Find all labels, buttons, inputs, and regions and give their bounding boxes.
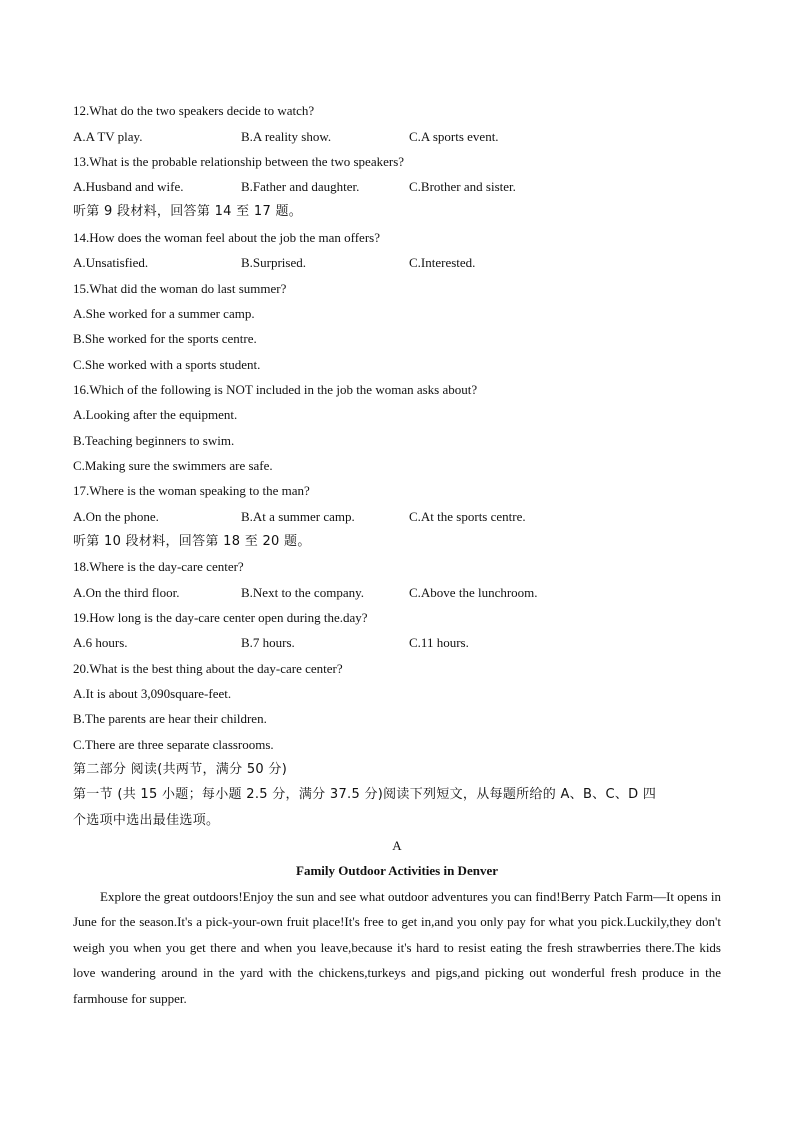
question-16-option-c: C.Making sure the swimmers are safe. <box>73 458 273 473</box>
question-18-option-a: A.On the third floor. <box>73 585 180 600</box>
question-15-option-c: C.She worked with a sports student. <box>73 357 261 372</box>
question-14-option-c: C.Interested. <box>409 255 476 270</box>
section1-instruction-line2: 个选项中选出最佳选项。 <box>73 813 220 828</box>
question-17-stem: 17.Where is the woman speaking to the man? <box>73 483 310 498</box>
question-19-option-a: A.6 hours. <box>73 635 128 650</box>
question-12-stem: 12.What do the two speakers decide to watch? <box>73 103 315 118</box>
question-12-option-b: B.A reality show. <box>241 129 332 144</box>
listening-instruction-9: 听第 9 段材料，回答第 14 至 17 题。 <box>73 204 303 219</box>
question-18-option-b: B.Next to the company. <box>241 585 364 600</box>
question-13-option-b: B.Father and daughter. <box>241 179 360 194</box>
question-20-option-b: B.The parents are hear their children. <box>73 711 267 726</box>
question-18-option-c: C.Above the lunchroom. <box>409 585 538 600</box>
question-17-option-a: A.On the phone. <box>73 509 159 524</box>
question-14-stem: 14.How does the woman feel about the job the man offers? <box>73 230 380 245</box>
question-20-option-c: C.There are three separate classrooms. <box>73 737 274 752</box>
question-13-option-c: C.Brother and sister. <box>409 179 516 194</box>
question-16-stem: 16.Which of the following is NOT included in the job the woman asks about? <box>73 382 478 397</box>
question-12-option-c: C.A sports event. <box>409 129 499 144</box>
question-12-option-a: A.A TV play. <box>73 129 143 144</box>
question-19-stem: 19.How long is the day-care center open during the.day? <box>73 610 368 625</box>
question-14-option-a: A.Unsatisfied. <box>73 255 149 270</box>
question-15-option-a: A.She worked for a summer camp. <box>73 306 255 321</box>
passage-letter: A <box>392 838 402 853</box>
question-17-option-b: B.At a summer camp. <box>241 509 355 524</box>
part2-heading: 第二部分 阅读(共两节，满分 50 分) <box>73 762 288 777</box>
question-20-stem: 20.What is the best thing about the day-care center? <box>73 661 343 676</box>
question-19-option-b: B.7 hours. <box>241 635 295 650</box>
passage-title: Family Outdoor Activities in Denver <box>296 863 498 878</box>
question-15-stem: 15.What did the woman do last summer? <box>73 281 287 296</box>
question-17-option-c: C.At the sports centre. <box>409 509 526 524</box>
section1-instruction-line1: 第一节 (共 15 小题；每小题 2.5 分，满分 37.5 分)阅读下列短文，从每题所给的 A、B、C、D 四 <box>73 787 657 802</box>
question-15-option-b: B.She worked for the sports centre. <box>73 331 257 346</box>
question-18-stem: 18.Where is the day-care center? <box>73 559 244 574</box>
listening-instruction-10: 听第 10 段材料，回答第 18 至 20 题。 <box>73 534 311 549</box>
question-13-option-a: A.Husband and wife. <box>73 179 184 194</box>
question-16-option-a: A.Looking after the equipment. <box>73 407 238 422</box>
question-16-option-b: B.Teaching beginners to swim. <box>73 433 235 448</box>
question-20-option-a: A.It is about 3,090square-feet. <box>73 686 232 701</box>
question-14-option-b: B.Surprised. <box>241 255 306 270</box>
passage-paragraph: Explore the great outdoors!Enjoy the sun and see what outdoor adventures you can find!Berry Patch Farm—It opens in June for the season.It's a pick-your-own fruit place!It's free to get in,and you only pay for what you pick.Luckily,they don't weigh you when you get there and when you leave,because it's hard to resist eating the fresh strawberries there.The kids love wandering around in the yard with the chickens,turkeys and pigs,and picking out wonderful fresh produce in the farmhouse for supper. <box>73 889 721 1006</box>
question-19-option-c: C.11 hours. <box>409 635 469 650</box>
question-13-stem: 13.What is the probable relationship between the two speakers? <box>73 154 405 169</box>
